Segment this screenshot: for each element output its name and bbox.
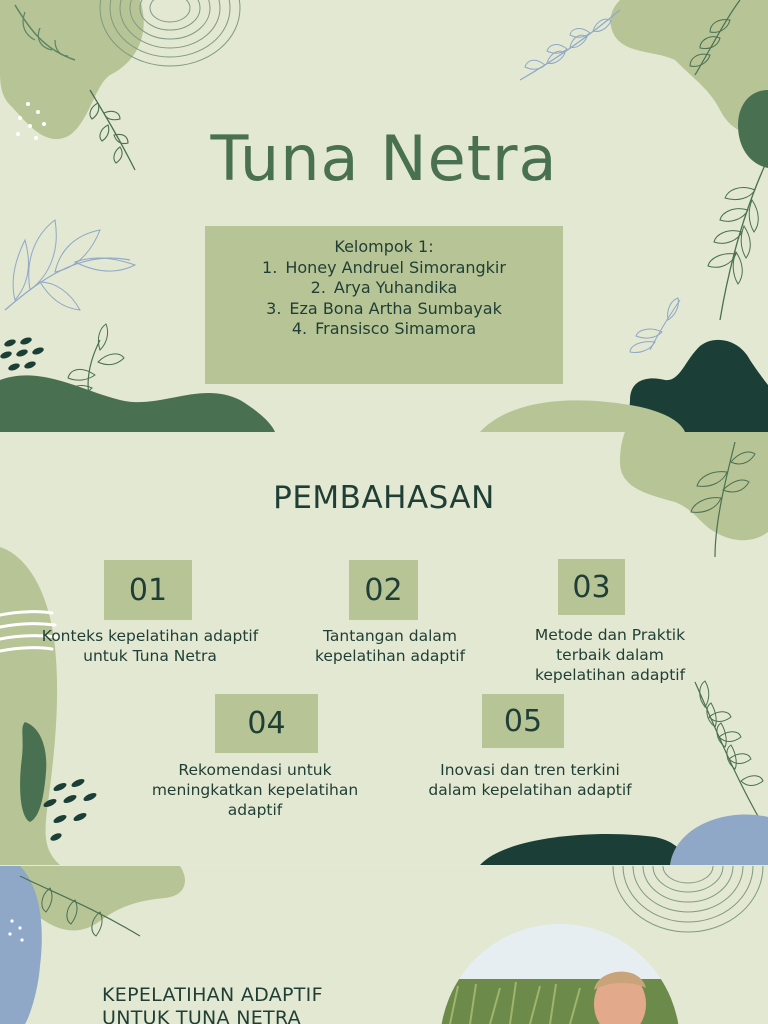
decorative-blob-left: [0, 547, 110, 865]
topic-caption-01: Konteks kepelatihan adaptif untuk Tuna Netra: [41, 627, 259, 665]
topic-caption-04: Rekomendasi untuk meningkatkan kepelatihan adaptif: [151, 761, 359, 819]
section-title: KEPELATIHAN ADAPTIF UNTUK TUNA NETRA: [102, 984, 323, 1024]
topic-caption-03: Metode dan Praktik terbaik dalam kepelatihan adaptif: [534, 626, 686, 684]
topic-number-01: 01: [104, 560, 192, 620]
slide-title-text: Tuna Netra: [210, 122, 558, 195]
topic-caption-02: Tantangan dalam kepelatihan adaptif: [314, 627, 466, 665]
decorative-fern-right: [685, 677, 768, 827]
topic-number-04: 04: [215, 694, 318, 753]
decorative-fern-top-right: [515, 5, 625, 85]
group-members-box: [205, 226, 563, 384]
coach-photo: [440, 924, 680, 1024]
group-heading: Kelompok 1:: [334, 237, 434, 256]
slide-agenda: [0, 432, 768, 865]
topic-caption-05: Inovasi dan tren terkini dalam kepelatihan adaptif: [428, 761, 632, 799]
member-item: 4. Fransisco Simamora: [291, 319, 477, 338]
slide-title: [0, 0, 768, 432]
member-item: 1. Honey Andruel Simorangkir: [262, 257, 506, 277]
topic-number-02: 02: [349, 560, 418, 620]
topic-number-03: 03: [558, 559, 625, 615]
member-item: 2. Arya Yuhandika: [310, 278, 458, 297]
decorative-rings-top-right: [608, 866, 768, 936]
topic-number-05: 05: [482, 694, 564, 748]
decorative-rings-top: [95, 0, 245, 70]
decorative-hill-bottom-right: [475, 807, 768, 865]
section-title: PEMBAHASAN: [273, 480, 495, 516]
decorative-leaf-branch-left: [0, 210, 140, 330]
member-item: 3. Eza Bona Artha Sumbayak: [266, 298, 502, 318]
slide-section: [0, 866, 768, 1024]
